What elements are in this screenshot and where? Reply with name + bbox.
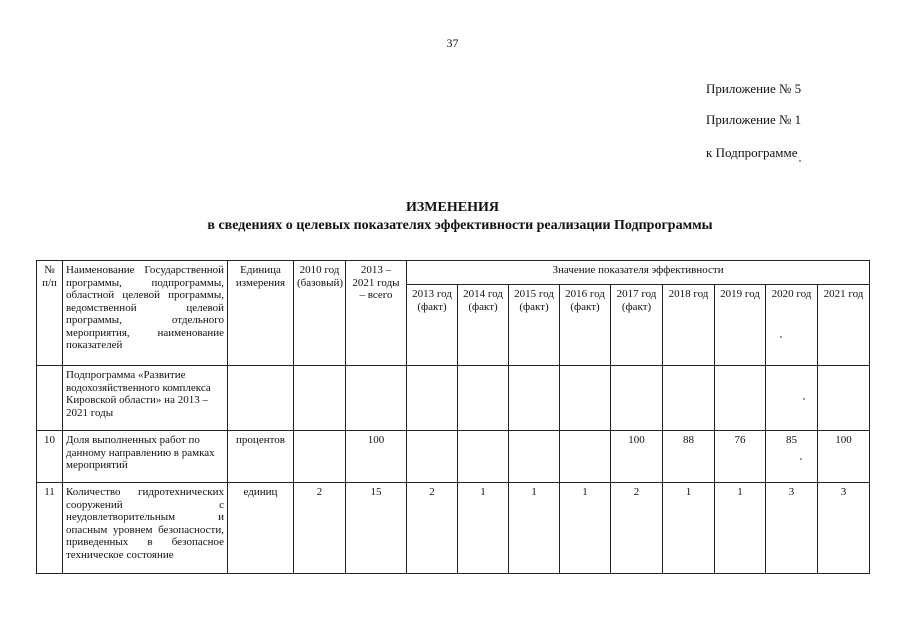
subprogram-reference: к Подпрограмме [706, 145, 798, 160]
row-value-2017: 2 [611, 483, 663, 574]
scan-speck [803, 398, 805, 400]
row-num: 11 [37, 483, 63, 574]
header-year-2020: 2020 год [766, 285, 818, 366]
row-num: 10 [37, 431, 63, 483]
row-value-2014: 1 [458, 483, 509, 574]
section-empty-cell [407, 366, 458, 431]
row-base: 2 [294, 483, 346, 574]
section-empty-cell [611, 366, 663, 431]
section-empty-cell [818, 366, 870, 431]
header-base-year: 2010 год (базовый) [294, 261, 346, 366]
row-value-2020: 85 [766, 431, 818, 483]
row-unit: единиц [228, 483, 294, 574]
row-value-2018: 1 [663, 483, 715, 574]
row-value-2019: 76 [715, 431, 766, 483]
header-values-group: Значение показателя эффективности [407, 261, 870, 285]
row-value-2016: 1 [560, 483, 611, 574]
header-name: Наименование Государственной программы, подпрограммы, областной целевой программы, ведомственной целевой программы, отдельного мероприятия, наименование показателей [63, 261, 228, 366]
row-value-2013 [407, 431, 458, 483]
document-title: ИЗМЕНЕНИЯ [406, 200, 499, 215]
header-year-2021: 2021 год [818, 285, 870, 366]
appendix-label-5: Приложение № 5 [706, 81, 802, 96]
row-value-2021: 3 [818, 483, 870, 574]
section-empty-cell [346, 366, 407, 431]
header-year-2015: 2015 год (факт) [509, 285, 560, 366]
row-unit: процентов [228, 431, 294, 483]
table-row [37, 431, 870, 483]
row-name: Количество гидротехнических сооружений с неудовлетворительным и опасным уровнем безопасности, приведенных в безопасное техническое состояние [63, 483, 228, 574]
section-empty-cell [663, 366, 715, 431]
header-num: № п/п [37, 261, 63, 366]
row-total: 100 [346, 431, 407, 483]
table-row [37, 483, 870, 574]
header-unit: Единица измерения [228, 261, 294, 366]
row-value-2021: 100 [818, 431, 870, 483]
appendix-label-1: Приложение № 1 [706, 112, 802, 127]
header-total: 2013 – 2021 годы – всего [346, 261, 407, 366]
header-year-2013: 2013 год (факт) [407, 285, 458, 366]
section-empty-cell [509, 366, 560, 431]
header-row-top [37, 261, 870, 285]
header-year-2018: 2018 год [663, 285, 715, 366]
section-row [37, 366, 870, 431]
row-value-2019: 1 [715, 483, 766, 574]
section-empty-cell [715, 366, 766, 431]
row-value-2014 [458, 431, 509, 483]
row-base [294, 431, 346, 483]
header-year-2014: 2014 год (факт) [458, 285, 509, 366]
row-value-2015 [509, 431, 560, 483]
document-subtitle: в сведениях о целевых показателях эффективности реализации Подпрограммы [207, 218, 713, 233]
row-value-2018: 88 [663, 431, 715, 483]
row-value-2020: 3 [766, 483, 818, 574]
header-year-2016: 2016 год (факт) [560, 285, 611, 366]
row-value-2015: 1 [509, 483, 560, 574]
section-empty-cell [294, 366, 346, 431]
section-empty-cell [228, 366, 294, 431]
scan-speck [800, 458, 802, 460]
row-value-2017: 100 [611, 431, 663, 483]
scan-speck [799, 160, 801, 162]
section-empty-cell [766, 366, 818, 431]
scan-speck [780, 336, 782, 338]
section-empty-cell [560, 366, 611, 431]
section-empty-cell [458, 366, 509, 431]
row-value-2013: 2 [407, 483, 458, 574]
header-year-2017: 2017 год (факт) [611, 285, 663, 366]
header-year-2019: 2019 год [715, 285, 766, 366]
page-number: 37 [446, 36, 459, 50]
row-name: Доля выполненных работ по данному направлению в рамках мероприятий [63, 431, 228, 483]
row-total: 15 [346, 483, 407, 574]
indicators-table [36, 260, 870, 574]
section-num-cell [37, 366, 63, 431]
row-value-2016 [560, 431, 611, 483]
section-name: Подпрограмма «Развитие водохозяйственного комплекса Кировской области» на 2013 – 2021 годы [63, 366, 228, 431]
